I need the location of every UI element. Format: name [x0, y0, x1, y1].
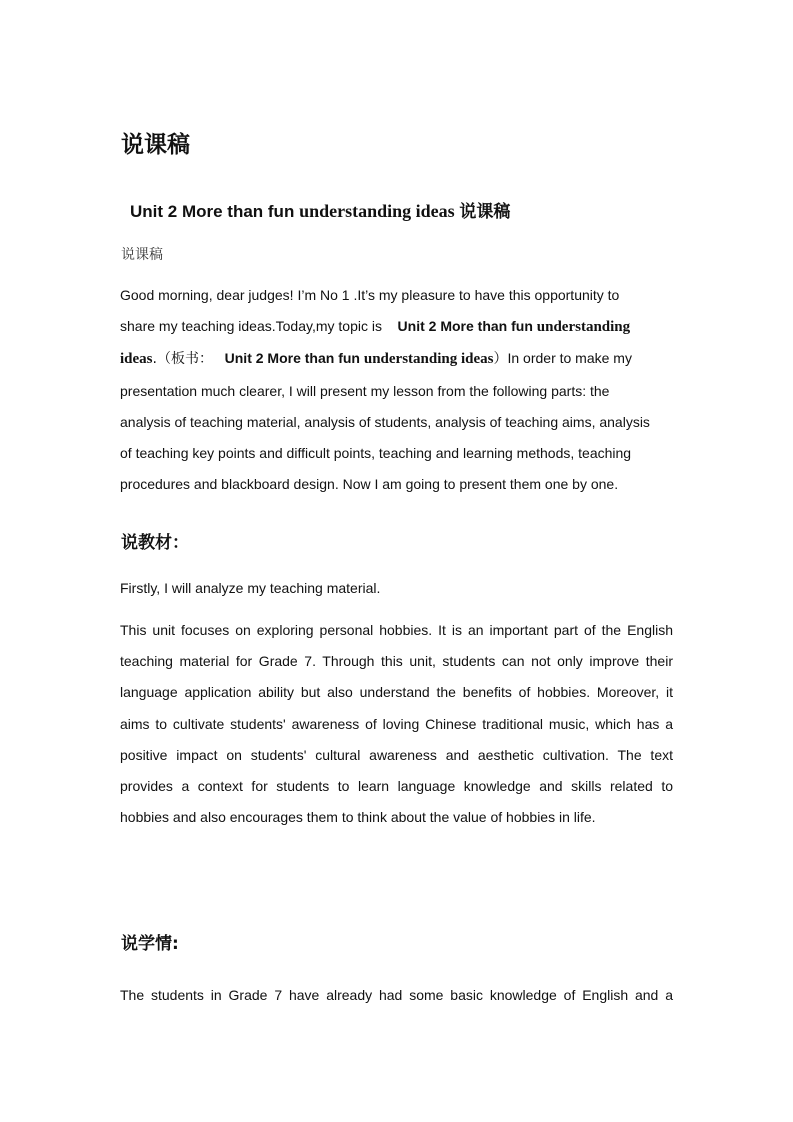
material-line: provides a context for students to learn language knowledge and skills related to — [120, 778, 673, 795]
page-title: 说课稿 — [121, 132, 190, 158]
material-line: This unit focuses on exploring personal hobbies. It is an important part of the English — [120, 622, 673, 638]
material-line: positive impact on students' cultural awareness and aesthetic cultivation. The text — [120, 746, 673, 763]
material-line: language application ability but also understand the benefits of hobbies. Moreover, it — [120, 684, 673, 701]
intro-line: analysis of teaching material, analysis of students, analysis of teaching aims, analysis — [120, 413, 650, 430]
intro-blackboard-unit: Unit 2 More than fun — [224, 350, 360, 367]
students-paragraph — [120, 980, 673, 1011]
intro-paragraph — [120, 280, 673, 500]
intro-line: procedures and blackboard design. Now I am going to present them one by one. — [120, 476, 619, 493]
material-line: aims to cultivate students' awareness of loving Chinese traditional music, which has a — [120, 715, 673, 732]
intro-line — [120, 343, 673, 375]
material-heading: 说教材： — [121, 533, 189, 553]
intro-line: presentation much clearer, I will present my lesson from the following parts: the — [120, 382, 610, 399]
intro-topic-ideas-end: ideas — [120, 351, 153, 368]
material-paragraph — [120, 615, 673, 833]
material-line: hobbies and also encourages them to think about the value of hobbies in life. — [120, 809, 596, 826]
intro-line: Good morning, dear judges! I’m No 1 .It’s my pleasure to have this opportunity to — [120, 287, 620, 303]
intro-text: ）In order to make my — [493, 350, 632, 367]
lesson-subtitle — [130, 197, 510, 222]
material-intro: Firstly, I will analyze my teaching material. — [120, 580, 381, 596]
section-label: 说课稿 — [121, 247, 163, 263]
intro-line: of teaching key points and difficult points, teaching and learning methods, teaching — [120, 445, 632, 462]
material-line: teaching material for Grade 7. Through this unit, students can not only improve their — [120, 653, 673, 670]
intro-blackboard-label: .（板书： — [152, 351, 213, 368]
subtitle-unit: Unit 2 More than fun — [130, 202, 295, 221]
intro-topic-unit: Unit 2 More than fun — [397, 318, 533, 335]
intro-line — [120, 311, 673, 343]
intro-text: share my teaching ideas.Today,my topic is — [120, 318, 382, 335]
subtitle-cjk: 说课稿 — [459, 202, 511, 222]
students-heading: 说学情: — [121, 934, 179, 954]
intro-topic-ideas: understanding — [536, 319, 631, 336]
subtitle-topic: understanding ideas — [299, 201, 455, 221]
students-line: The students in Grade 7 have already had some basic knowledge of English and a — [120, 987, 673, 1003]
intro-blackboard-ideas: understanding ideas — [363, 351, 494, 368]
